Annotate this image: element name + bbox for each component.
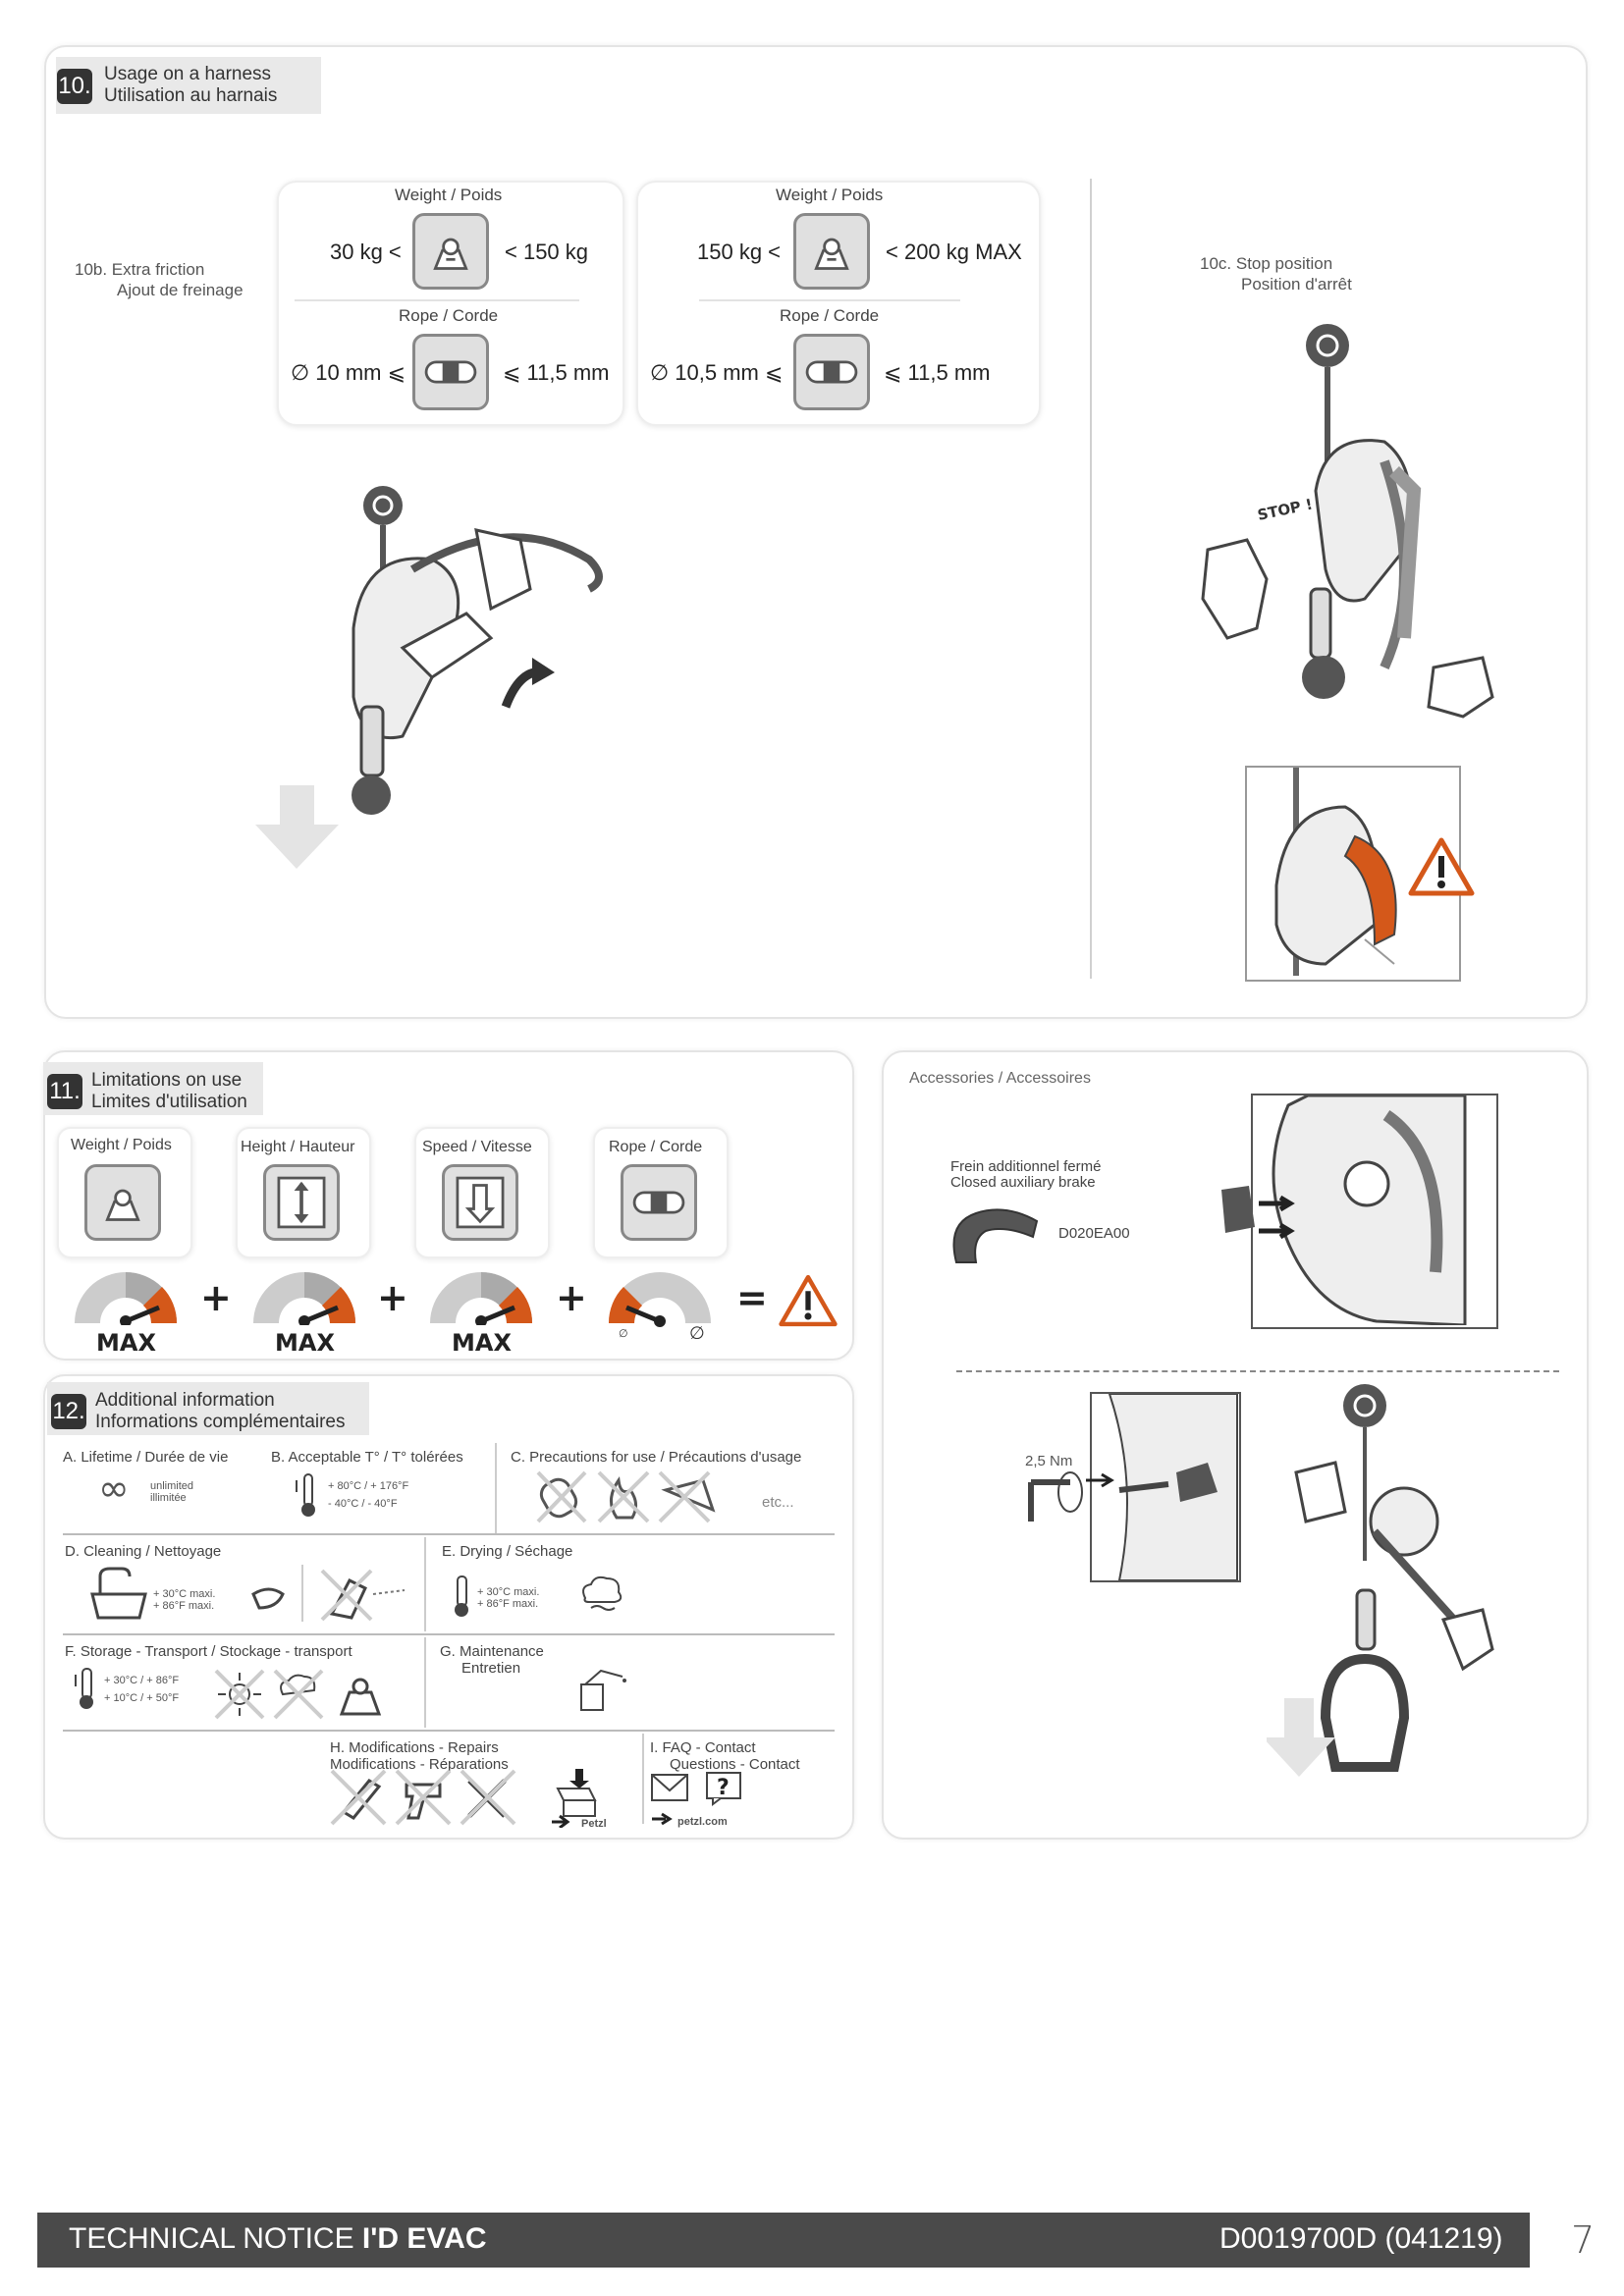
question-icon <box>705 1771 742 1806</box>
section-12-number: 12. <box>51 1394 86 1429</box>
drying-thermometer-icon <box>452 1575 473 1618</box>
section-10-number: 10. <box>57 69 92 104</box>
cloud-icon <box>575 1573 626 1616</box>
section-12-vdivider-1 <box>495 1443 497 1533</box>
petzl-label: Petzl <box>581 1818 607 1830</box>
section-10-title-en: Usage on a harness <box>104 64 272 84</box>
cleaning-temp-c: + 30°C maxi. <box>153 1588 216 1600</box>
warning-icon <box>1407 836 1476 897</box>
gauge-height <box>247 1266 361 1325</box>
page-number: 7 <box>1571 2218 1596 2262</box>
temp-low: - 40°C / - 40°F <box>328 1498 398 1510</box>
infinity-icon: ∞ <box>98 1467 130 1510</box>
box-a-weight-min: 30 kg < <box>330 240 402 264</box>
gauge-speed-label: MAX <box>452 1329 512 1357</box>
footer-title <box>69 2222 487 2256</box>
box-b-rope-min: ∅ 10,5 mm ⩽ <box>650 360 784 385</box>
box-a-rope-icon <box>412 334 489 410</box>
plus-sign-1: + <box>200 1276 232 1319</box>
limit-card-rope-label: Rope / Corde <box>609 1139 703 1155</box>
oil-can-icon <box>573 1667 628 1712</box>
svg-text:∅: ∅ <box>619 1327 628 1339</box>
storage-thermometer-icon <box>73 1667 98 1710</box>
svg-text:?: ? <box>717 1776 730 1800</box>
extra-friction-fr: Ajout de freinage <box>117 281 244 299</box>
box-b-rope-label: Rope / Corde <box>780 306 880 325</box>
arrow-icon <box>652 1812 674 1826</box>
cleaning-temp-f: + 86°F maxi. <box>153 1600 215 1612</box>
extra-friction-illustration <box>255 471 619 883</box>
box-b-rope-max: ⩽ 11,5 mm <box>884 360 991 385</box>
gauge-weight-label: MAX <box>96 1329 156 1357</box>
section-12-vdivider-2 <box>424 1537 426 1631</box>
faq-en: I. FAQ - Contact <box>650 1739 756 1756</box>
stop-position-en: 10c. Stop position <box>1200 254 1333 273</box>
box-a-rope-min: ∅ 10 mm ⩽ <box>291 360 406 385</box>
gauge-height-label: MAX <box>275 1329 335 1357</box>
maintenance-en: G. Maintenance <box>440 1643 544 1660</box>
brake-name-en: Closed auxiliary brake <box>950 1174 1096 1191</box>
section-12-hdivider-2 <box>63 1633 835 1635</box>
gauge-speed <box>424 1266 538 1325</box>
storage-temp-high: + 30°C / + 86°F <box>104 1675 180 1686</box>
lifetime-unlimited: unlimited <box>150 1480 194 1492</box>
envelope-icon <box>650 1773 689 1802</box>
stop-label: STOP ! <box>1256 495 1315 524</box>
brake-name-fr: Frein additionnel fermé <box>950 1158 1102 1175</box>
equals-sign: = <box>736 1276 768 1319</box>
gauge-rope <box>603 1266 717 1339</box>
extra-friction-label <box>75 259 244 300</box>
section-11-number: 11. <box>47 1074 82 1109</box>
brake-install-illustration <box>1267 1384 1532 1796</box>
drying-temp-f: + 86°F maxi. <box>477 1598 539 1610</box>
brake-reference: D020EA00 <box>1058 1225 1130 1242</box>
temp-high: + 80°C / + 176°F <box>328 1480 409 1492</box>
box-b-weight-icon <box>793 213 870 290</box>
storage-icons <box>214 1669 410 1720</box>
section-12-vdivider-3 <box>424 1637 426 1728</box>
section-10-divider <box>1090 179 1092 979</box>
drying-temp-c: + 30°C maxi. <box>477 1586 540 1598</box>
rope-icon <box>621 1164 697 1241</box>
section-12-title-en: Additional information <box>95 1390 275 1411</box>
cleaning-icons <box>86 1565 410 1622</box>
faq-fr: Questions - Contact <box>670 1756 800 1773</box>
plus-sign-3: + <box>556 1276 587 1319</box>
height-icon <box>263 1164 340 1241</box>
screw-detail-illustration <box>1011 1394 1239 1580</box>
modifications-en: H. Modifications - Repairs <box>330 1739 499 1756</box>
box-b-rope-icon <box>793 334 870 410</box>
box-a-weight-max: < 150 kg <box>505 240 589 264</box>
brake-detail-illustration <box>1219 1095 1494 1325</box>
maintenance-label <box>440 1643 544 1677</box>
torque-label: 2,5 Nm <box>1025 1453 1073 1469</box>
cleaning-label: D. Cleaning / Nettoyage <box>65 1543 222 1560</box>
limits-warning-icon <box>778 1272 839 1329</box>
extra-friction-en: 10b. Extra friction <box>75 260 205 279</box>
box-a-weight-label: Weight / Poids <box>395 186 503 204</box>
accessories-title: Accessories / Accessoires <box>909 1070 1091 1087</box>
storage-label: F. Storage - Transport / Stockage - transport <box>65 1643 352 1660</box>
auxiliary-brake-icon <box>947 1203 1045 1268</box>
box-b-divider <box>699 299 960 301</box>
speed-icon <box>442 1164 518 1241</box>
section-12-hdivider-3 <box>63 1730 835 1732</box>
stop-position-fr: Position d'arrêt <box>1241 275 1352 294</box>
faq-label <box>650 1739 800 1773</box>
section-12-title-fr: Informations complémentaires <box>95 1412 346 1432</box>
limit-card-speed-label: Speed / Vitesse <box>422 1139 532 1155</box>
lifetime-illimitee: illimitée <box>150 1492 187 1504</box>
box-a-rope-max: ⩽ 11,5 mm <box>503 360 610 385</box>
section-10-title-fr: Utilisation au harnais <box>104 85 278 106</box>
thermometer-icon <box>293 1472 320 1518</box>
box-a-rope-label: Rope / Corde <box>399 306 499 325</box>
box-b-weight-label: Weight / Poids <box>776 186 884 204</box>
footer-notice: TECHNICAL NOTICE <box>69 2222 362 2255</box>
etc-label: etc... <box>762 1494 794 1511</box>
precaution-icons <box>536 1470 752 1525</box>
lifetime-label: A. Lifetime / Durée de vie <box>63 1449 229 1466</box>
limit-card-weight-label: Weight / Poids <box>71 1137 172 1153</box>
modifications-fr: Modifications - Réparations <box>330 1756 509 1773</box>
stop-position-label <box>1200 253 1352 294</box>
section-12-hdivider-1 <box>63 1533 835 1535</box>
plus-sign-2: + <box>377 1276 408 1319</box>
gauge-weight <box>69 1266 183 1325</box>
precautions-label: C. Precautions for use / Précautions d'usage <box>511 1449 802 1466</box>
section-11-title-fr: Limites d'utilisation <box>91 1092 247 1112</box>
section-12-title <box>95 1390 346 1433</box>
footer-doc-ref: D0019700D (041219) <box>1219 2222 1503 2255</box>
stop-position-illustration <box>1188 324 1512 766</box>
box-b-weight-max: < 200 kg MAX <box>886 240 1022 264</box>
storage-temp-low: + 10°C / + 50°F <box>104 1692 180 1704</box>
section-12-vdivider-4 <box>642 1734 644 1824</box>
box-b-weight-min: 150 kg < <box>697 240 782 264</box>
footer-product: I'D EVAC <box>361 2222 487 2255</box>
accessories-dashed-divider <box>956 1370 1559 1372</box>
maintenance-fr: Entretien <box>461 1660 521 1677</box>
box-a-weight-icon <box>412 213 489 290</box>
petzl-com-label: petzl.com <box>677 1816 728 1828</box>
section-10-title <box>104 64 277 107</box>
limit-card-height-label: Height / Hauteur <box>241 1139 355 1155</box>
section-11-title-en: Limitations on use <box>91 1070 243 1091</box>
temperature-label: B. Acceptable T° / T° tolérées <box>271 1449 463 1466</box>
weight-icon <box>84 1164 161 1241</box>
drying-label: E. Drying / Séchage <box>442 1543 573 1560</box>
section-11-title <box>91 1070 247 1113</box>
svg-text:∅: ∅ <box>689 1323 705 1339</box>
box-a-divider <box>295 299 579 301</box>
